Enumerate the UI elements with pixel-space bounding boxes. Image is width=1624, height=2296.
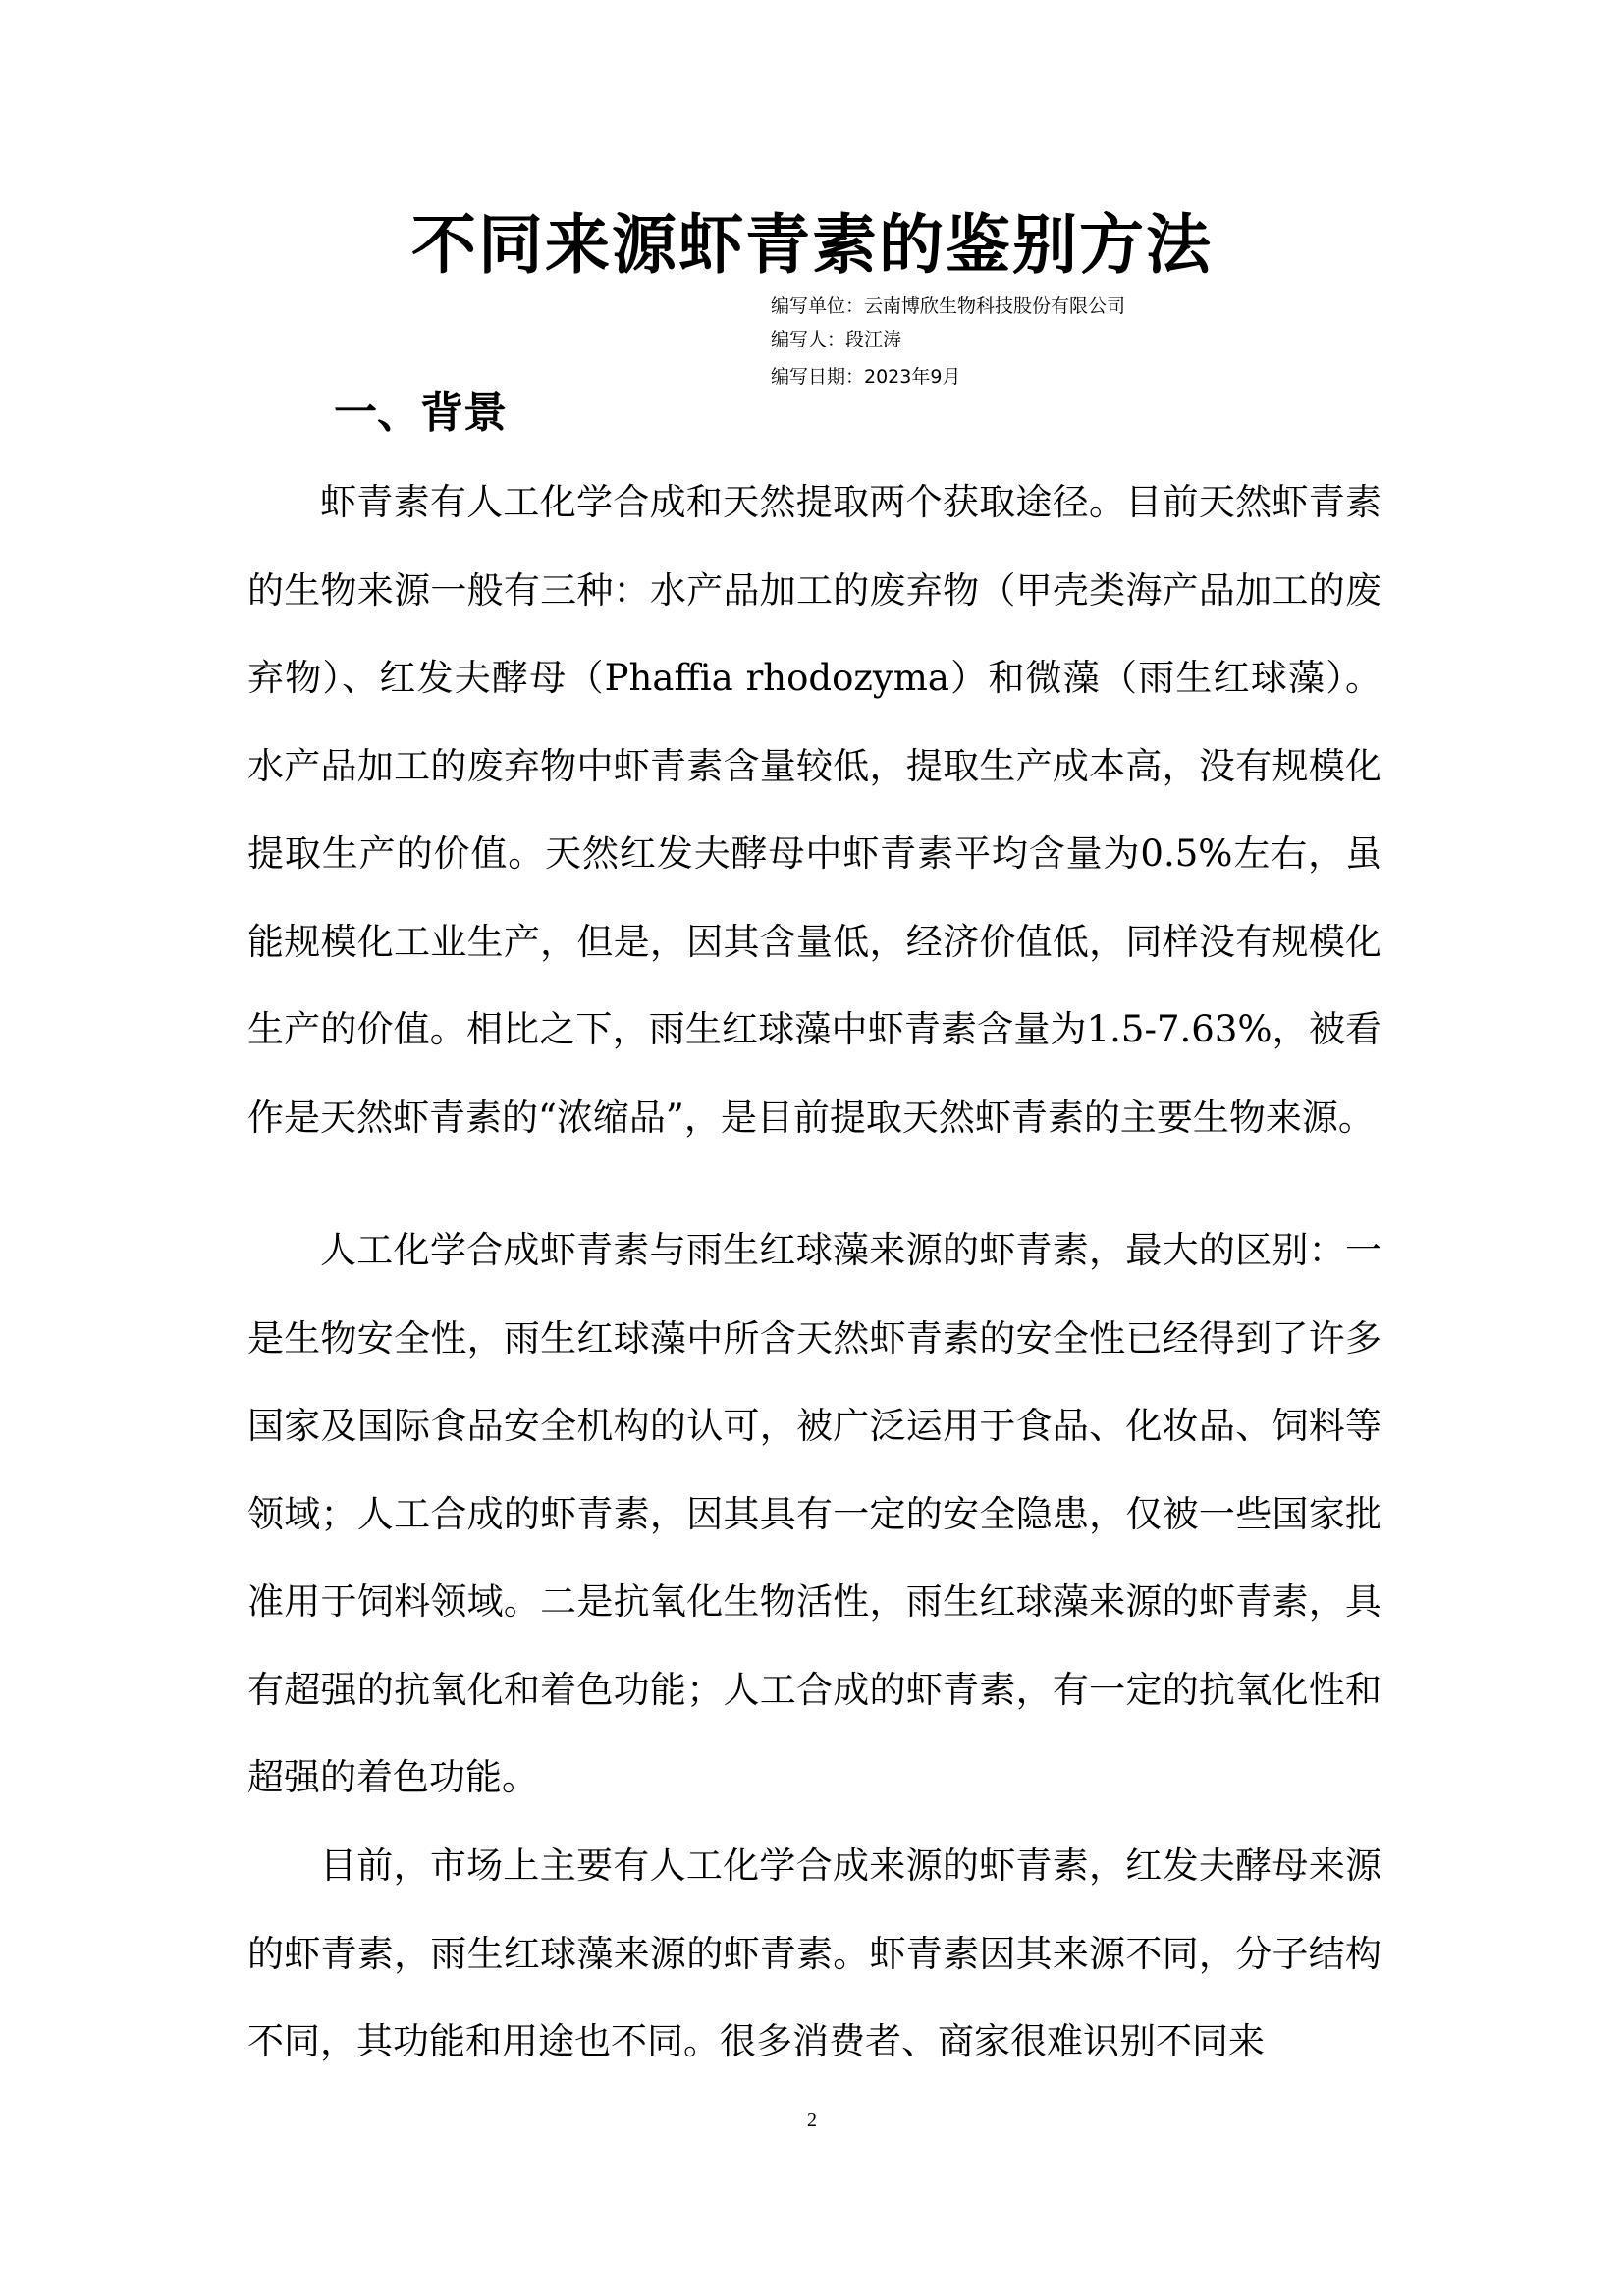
paragraph: 人工化学合成虾青素与雨生红球藻来源的虾青素，最大的区别：一是生物安全性，雨生红球藻中所含天然虾青素的安全性已经得到了许多国家及国际食品安全机构的认可，被广泛运用于食品、化妆品、饲料等领域；人工合成的虾青素，因其具有一定的安全隐患，仅被一些国家批准用于饲料领域。二是抗氧化生物活性，雨生红球藻来源的虾青素，具有超强的抗氧化和着色功能；人工合成的虾青素，有一定的抗氧化性和超强的着色功能。 [247, 1229, 1381, 1798]
author-unit: 编写单位：云南博欣生物科技股份有限公司 [771, 295, 1126, 317]
paragraph: 虾青素有人工化学合成和天然提取两个获取途径。目前天然虾青素的生物来源一般有三种：水产品加工的废弃物（甲壳类海产品加工的废弃物）、红发夫酵母（Phaffia rhodozyma）和微藻（雨生红球藻）。水产品加工的废弃物中虾青素含量较低，提取生产成本高，没有规模化提取生产的价值。天然红发夫酵母中虾青素平均含量为0.5%左右，虽能规模化工业生产，但是，因其含量低，经济价值低，同样没有规模化生产的价值。相比之下，雨生红球藻中虾青素含量为1.5-7.63%，被看作是天然虾青素的“浓缩品”，是目前提取天然虾青素的主要生物来源。 [247, 481, 1381, 1139]
page-number: 2 [807, 2109, 817, 2131]
author-name: 编写人：段江涛 [771, 329, 902, 350]
section-heading: 一、背景 [334, 388, 507, 438]
paragraph: 目前，市场上主要有人工化学合成来源的虾青素，红发夫酵母来源的虾青素，雨生红球藻来源的虾青素。虾青素因其来源不同，分子结构不同，其功能和用途也不同。很多消费者、商家很难识别不同来 [247, 1844, 1381, 2062]
author-date: 编写日期：2023年9月 [771, 366, 961, 388]
document-title: 不同来源虾青素的鉴别方法 [411, 207, 1213, 283]
